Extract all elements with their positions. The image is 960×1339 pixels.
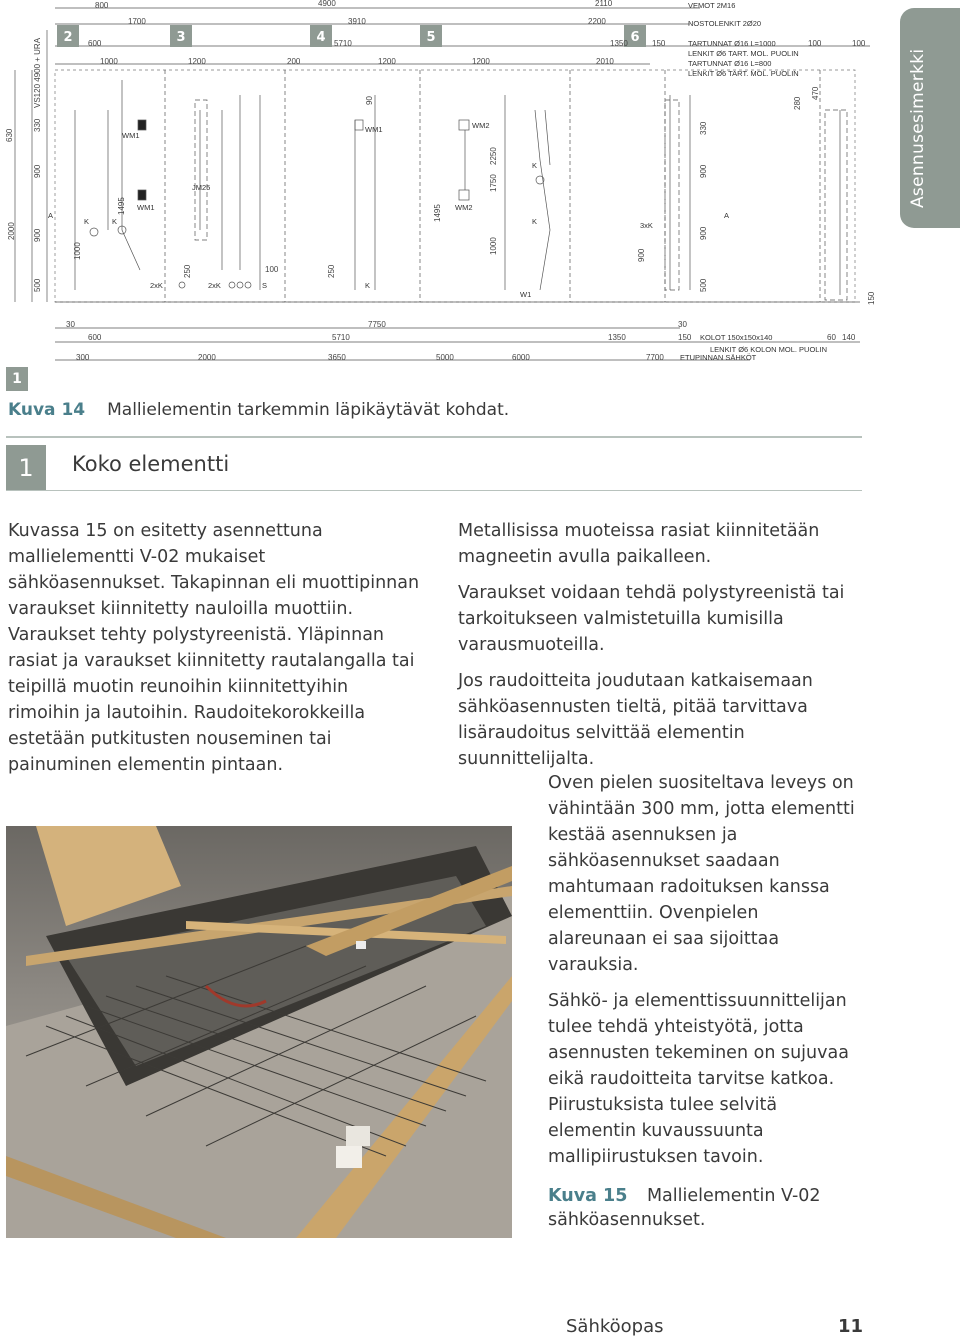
page-number: 11 <box>838 1316 864 1337</box>
drawing-dimension: 60 <box>827 333 836 342</box>
drawing-dimension: 150 <box>652 39 666 48</box>
drawing-dimension: 30 <box>678 320 687 329</box>
right-paragraph: Varaukset voidaan tehdä polystyreenistä tai tarkoitukseen valmistetuilla kumisilla varausmuoteilla. <box>458 583 845 655</box>
right-column <box>458 518 870 782</box>
drawing-dimension: 250 <box>183 264 192 278</box>
drawing-dimension: 1750 <box>489 174 498 192</box>
drawing-dimension: 1200 <box>378 57 396 66</box>
drawing-section-number: 2 <box>63 30 73 45</box>
drawing-dimension: 500 <box>33 278 42 292</box>
drawing-label: A <box>48 211 54 220</box>
drawing-label: WM1 <box>122 131 140 140</box>
figure-15-label: Kuva 15 <box>548 1186 628 1206</box>
drawing-label: K <box>112 217 118 226</box>
drawing-dimension: 630 <box>5 128 14 142</box>
drawing-dimension: 800 <box>95 1 109 10</box>
drawing-dimension: 900 <box>33 228 42 242</box>
drawing-dimension: ETUPINNAN SÄHKÖT <box>680 353 757 362</box>
drawing-dimension: VS120 4900 + URA <box>33 37 42 108</box>
drawing-label: K <box>84 217 90 226</box>
drawing-dimension: 3910 <box>348 17 366 26</box>
figure-14-label: Kuva 14 <box>8 400 86 420</box>
drawing-dimension: 100 <box>265 265 279 274</box>
drawing-note: LENKIT Ø6 TART. MOL. PUOLIN <box>688 69 799 78</box>
drawing-note: NOSTOLENKIT 2Ø20 <box>688 19 762 28</box>
drawing-dimension: 1700 <box>128 17 146 26</box>
right-paragraph: Metallisissa muoteissa rasiat kiinnitetään magneetin avulla paikalleen. <box>458 521 820 567</box>
drawing-label: 2xK <box>150 281 163 290</box>
drawing-note: TARTUNNAT Ø16 L=1000 <box>688 39 776 48</box>
drawing-dimension: 100 <box>852 39 866 48</box>
drawing-dimension: LENKIT Ø6 KOLON MOL. PUOLIN <box>710 345 827 354</box>
drawing-label: K <box>365 281 371 290</box>
drawing-dimension: 7700 <box>646 353 664 362</box>
drawing-section-number: 3 <box>176 30 186 45</box>
section-title: Koko elementti <box>72 452 230 476</box>
side-column <box>548 770 860 1180</box>
section-side-tab <box>900 8 960 228</box>
drawing-dimension: 1350 <box>610 39 628 48</box>
drawing-dimension: 150 <box>678 333 692 342</box>
side-paragraph: Oven pielen suositeltava leveys on vähintään 300 mm, jotta elementti kestää asennuksen ja sähköasennukset saadaan mahtumaan radoituksen kanssa elementtiin. Ovenpielen alareunaan ei saa sijoittaa varauksia. <box>548 773 855 975</box>
drawing-dimension: 150 <box>867 291 876 305</box>
drawing-dimension: 600 <box>88 333 102 342</box>
drawing-dimension: 2110 <box>595 0 613 8</box>
drawing-dimension: 1200 <box>472 57 490 66</box>
left-paragraph: Kuvassa 15 on esitetty asennettuna mallielementti V-02 mukaiset sähköasennukset. Takapinnan eli muottipinnan varaukset kiinnitetty nauloilla muottiin. Varaukset tehty polystyreenistä. Yläpinnan rasiat ja varaukset kiinnitetty rautalangalla tai teipillä muotin reunoihin kiinnitettyihin rimoihin ja lautoihin. Raudoitekorokkeilla estetään putkitusten nouseminen tai painuminen elementin pintaan. <box>8 521 420 775</box>
drawing-dimension: 900 <box>637 248 646 262</box>
drawing-label: A <box>724 211 730 220</box>
drawing-dimension: 900 <box>699 226 708 240</box>
drawing-dimension: 250 <box>327 264 336 278</box>
drawing-dimension: 1000 <box>100 57 118 66</box>
drawing-dimension: 7750 <box>368 320 386 329</box>
drawing-section-number: 4 <box>316 30 326 45</box>
drawing-dimension: 900 <box>33 164 42 178</box>
drawing-dimension: 90 <box>365 96 374 105</box>
drawing-label: JM25 <box>192 183 211 192</box>
drawing-label: 3xK <box>640 221 653 230</box>
drawing-section-number: 6 <box>630 30 640 45</box>
drawing-dimension: 3650 <box>328 353 346 362</box>
drawing-dimension: 470 <box>811 86 820 100</box>
drawing-dimension: 1350 <box>608 333 626 342</box>
drawing-dimension: 6000 <box>512 353 530 362</box>
drawing-note: VEMOT 2M16 <box>688 1 736 10</box>
drawing-label: WM1 <box>365 125 383 134</box>
drawing-dimension: 1000 <box>489 237 498 255</box>
figure-15-caption <box>548 1184 860 1232</box>
drawing-dimension: 900 <box>699 164 708 178</box>
side-paragraph: Sähkö- ja elementtissuunnittelijan tulee tehdä yhteistyötä, jotta asennusten tekeminen on sujuvaa eikä raudoitteita tarvitse katkoa. Piirustuksista tulee selvitä elementin kuvaussuunta mallipiirustuksen tavoin. <box>548 991 849 1167</box>
footer-title: Sähköopas <box>566 1316 664 1337</box>
drawing-dimension: 2200 <box>588 17 606 26</box>
drawing-dimension: 2000 <box>7 222 16 240</box>
drawing-note: LENKIT Ø6 TART. MOL. PUOLIN <box>688 49 799 58</box>
drawing-dimension: 4900 <box>318 0 336 8</box>
drawing-label: WM2 <box>455 203 473 212</box>
drawing-dimension: 2250 <box>489 147 498 165</box>
drawing-dimension: 5000 <box>436 353 454 362</box>
figure-15-text: Mallielementin V-02 sähköasennukset. <box>548 1186 821 1230</box>
drawing-label: WM2 <box>472 121 490 130</box>
figure-marker: 1 <box>6 367 28 391</box>
drawing-dimension: 100 <box>808 39 822 48</box>
drawing-label: 2xK <box>208 281 221 290</box>
drawing-dimension: 1000 <box>73 242 82 260</box>
divider <box>6 436 862 438</box>
drawing-dimension: 500 <box>699 278 708 292</box>
element-photo <box>6 826 512 1238</box>
drawing-dimension: 1495 <box>433 204 442 222</box>
drawing-dimension: KOLOT 150x150x140 <box>700 333 773 342</box>
drawing-dimension: 2000 <box>198 353 216 362</box>
drawing-label: W1 <box>520 290 532 299</box>
drawing-dimension: 5710 <box>332 333 350 342</box>
drawing-dimension: 280 <box>793 96 802 110</box>
drawing-dimension: 600 <box>88 39 102 48</box>
left-column <box>8 518 424 778</box>
section-number: 1 <box>6 445 46 491</box>
drawing-dimension: 1495 <box>117 197 126 215</box>
drawing-dimension: 140 <box>842 333 856 342</box>
right-paragraph: Jos raudoitteita joudutaan katkaisemaan sähköasennusten tieltä, pitää tarvittava lisäraudoitus selvittää elementin suunnittelijalta. <box>458 671 813 769</box>
drawing-label: S <box>262 281 268 290</box>
drawing-dimension: 5710 <box>334 39 352 48</box>
drawing-label: K <box>532 217 538 226</box>
drawing-section-number: 5 <box>426 30 436 45</box>
drawing-label: WM1 <box>137 203 155 212</box>
drawing-dimension: 2010 <box>596 57 614 66</box>
figure-14-text: Mallielementin tarkemmin läpikäytävät kohdat. <box>107 400 510 420</box>
side-tab-label: Asennusesimerkki <box>908 48 928 208</box>
drawing-dimension: 330 <box>33 118 42 132</box>
drawing-dimension: 330 <box>699 121 708 135</box>
drawing-dimension: 1200 <box>188 57 206 66</box>
technical-drawing <box>0 0 880 372</box>
figure-14-caption <box>8 400 868 420</box>
drawing-note: TARTUNNAT Ø16 L=800 <box>688 59 772 68</box>
drawing-dimension: 300 <box>76 353 90 362</box>
drawing-dimension: 200 <box>287 57 301 66</box>
section-divider <box>6 490 862 491</box>
drawing-label: K <box>532 161 538 170</box>
drawing-dimension: 30 <box>66 320 75 329</box>
